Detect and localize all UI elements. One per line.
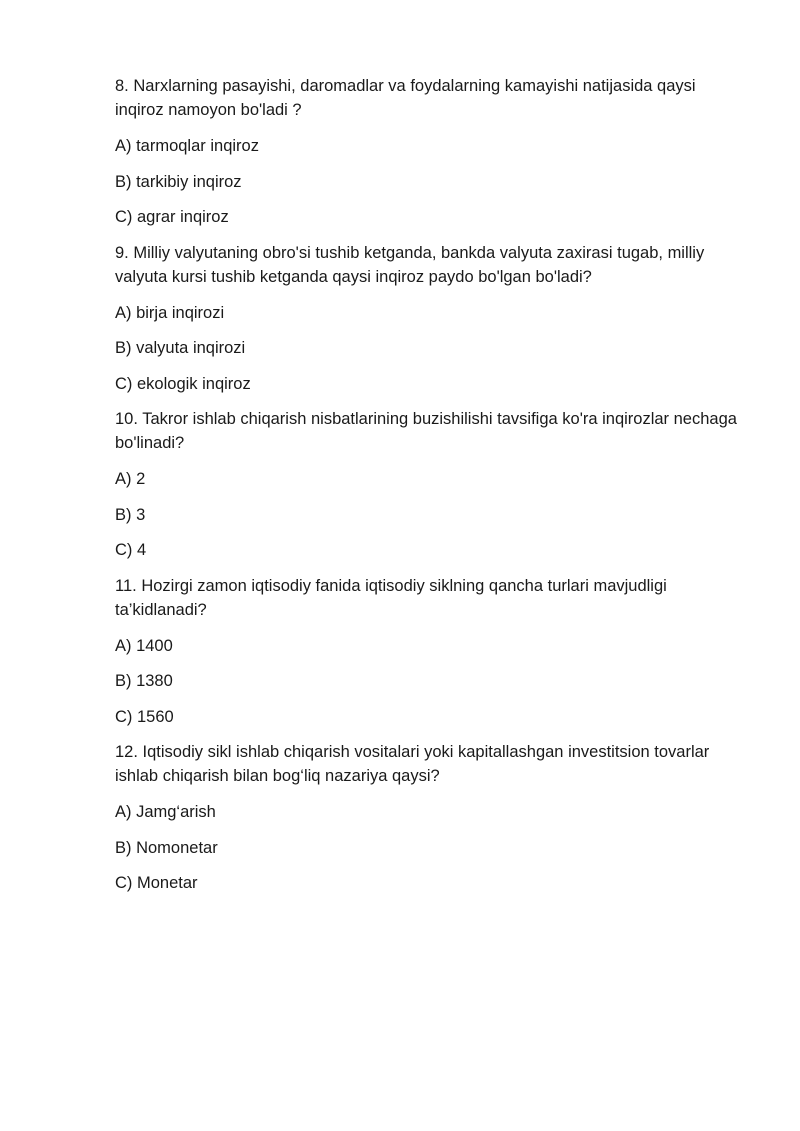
question-block-9: [115, 241, 745, 396]
question-number: 9.: [115, 243, 129, 262]
question-text: [115, 241, 745, 289]
option-b: B) 3: [115, 505, 146, 524]
option-b: B) tarkibiy inqiroz: [115, 172, 242, 191]
question-body: Milliy valyutaning obro'si tushib ketganda, bankda valyuta zaxirasi tugab, milliy valyuta kursi tushib ketganda qaysi inqiroz paydo bo'lgan bo'ladi?: [115, 243, 705, 286]
question-block-12: [115, 740, 745, 895]
option-b: B) 1380: [115, 672, 173, 690]
question-number: 12.: [115, 743, 138, 761]
option-c: C) agrar inqiroz: [115, 208, 229, 226]
option-b: B) valyuta inqirozi: [115, 339, 246, 357]
question-body: Narxlarning pasayishi, daromadlar va foydalarning kamayishi natijasida qaysi inqiroz namoyon bo'ladi ?: [115, 77, 696, 119]
question-text: [115, 740, 745, 788]
question-block-8: [115, 74, 745, 229]
document-page: [115, 74, 745, 907]
option-b: B) Nomonetar: [115, 838, 218, 857]
question-block-10: [115, 407, 745, 562]
option-c: C) 4: [115, 541, 147, 559]
option-a: A) tarmoqlar inqiroz: [115, 137, 259, 155]
option-a: A) 1400: [115, 636, 173, 655]
question-body: Takror ishlab chiqarish nisbatlarining buzishilishi tavsifiga ko'ra inqirozlar nechaga bo'linadi?: [115, 410, 737, 452]
option-a: A) 2: [115, 470, 146, 488]
question-text: [115, 407, 745, 455]
option-a: A) Jamg‘arish: [115, 803, 216, 821]
option-c: C) ekologik inqiroz: [115, 374, 251, 393]
question-number: 8.: [115, 77, 129, 95]
question-block-11: [115, 574, 745, 729]
question-body: Hozirgi zamon iqtisodiy fanida iqtisodiy siklning qancha turlari mavjudligi ta’kidlanadi?: [115, 576, 667, 619]
option-c: C) 1560: [115, 707, 174, 726]
question-text: [115, 574, 745, 622]
question-text: [115, 74, 745, 122]
question-body: Iqtisodiy sikl ishlab chiqarish vositalari yoki kapitallashgan investitsion tovarlar ishlab chiqarish bilan bog‘liq nazariya qaysi?: [115, 743, 710, 785]
question-number: 10.: [115, 410, 138, 428]
option-c: C) Monetar: [115, 874, 198, 892]
option-a: A) birja inqirozi: [115, 303, 225, 322]
question-number: 11.: [115, 576, 137, 595]
